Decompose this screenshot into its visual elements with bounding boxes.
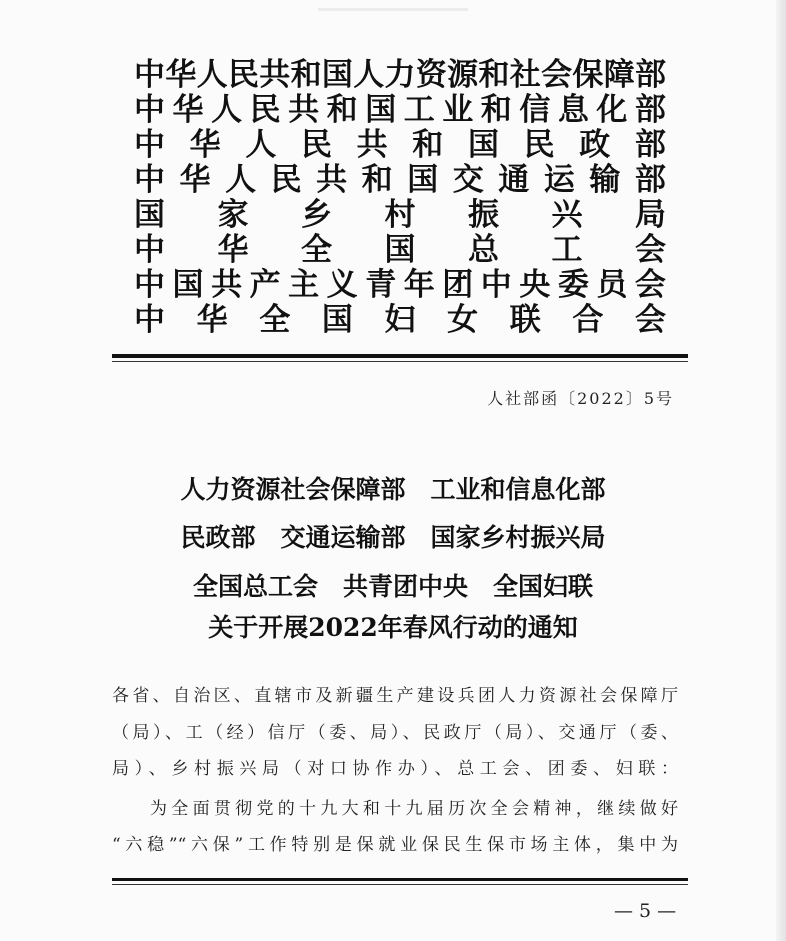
issuer-char: 华 — [165, 57, 197, 93]
issuer-char: 合 — [572, 302, 604, 338]
issuer-char: 华 — [179, 162, 211, 198]
issuer-char: 和 — [478, 57, 510, 93]
body-text-line: “六稳”“六保”工作特别是保就业保民生保市场主体，集中为 — [112, 835, 678, 855]
issuer-char: 部 — [634, 127, 666, 163]
issuer-char: 民 — [523, 127, 555, 163]
issuer-line — [134, 93, 666, 128]
issuer-char: 和 — [361, 162, 393, 198]
issuer-char: 国 — [365, 92, 397, 128]
issuer-char: 政 — [579, 127, 611, 163]
issuer-char: 国 — [134, 197, 165, 233]
issuer-char: 会 — [541, 57, 573, 93]
body-text-line: 局）、乡村振兴局（对口协作办）、总工会、团委、妇联： — [112, 759, 678, 779]
issuer-char: 央 — [519, 267, 551, 303]
issuer-char: 保 — [572, 57, 604, 93]
issuer-char: 女 — [447, 302, 479, 338]
issuer-char: 部 — [634, 92, 666, 128]
issuer-char: 联 — [509, 302, 541, 338]
issuer-char: 国 — [467, 127, 499, 163]
issuer-line — [134, 128, 666, 163]
issuer-char: 中 — [134, 162, 165, 198]
issuer-char: 通 — [498, 162, 530, 198]
body-text-line: 各省、自治区、直辖市及新疆生产建设兵团人力资源社会保障厅 — [112, 686, 678, 706]
issuer-char: 源 — [447, 57, 479, 93]
issuer-char: 人 — [353, 57, 385, 93]
issuer-char: 业 — [442, 92, 474, 128]
issuer-char: 中 — [134, 127, 165, 163]
header-divider-thick — [112, 354, 688, 358]
issuer-char: 共 — [356, 127, 388, 163]
body-text-line: 为全面贯彻党的十九大和十九届历次全会精神，继续做好 — [150, 799, 678, 819]
issuer-char: 兴 — [551, 197, 583, 233]
issuer-char: 信 — [519, 92, 551, 128]
issuer-char: 部 — [635, 57, 666, 93]
issuer-char: 资 — [415, 57, 447, 93]
issuer-char: 中 — [134, 92, 165, 128]
document-number: 人社部函〔2022〕5号 — [487, 389, 674, 408]
issuer-char: 局 — [635, 197, 666, 233]
issuer-char: 妇 — [384, 302, 416, 338]
issuer-char: 团 — [442, 267, 474, 303]
issuer-char: 和 — [290, 57, 322, 93]
issuer-line — [134, 198, 666, 233]
issuer-char: 人 — [245, 127, 277, 163]
issuer-char: 中 — [134, 267, 165, 303]
issuer-char: 国 — [384, 232, 416, 268]
issuer-char: 国 — [321, 57, 353, 93]
issuer-char: 工 — [403, 92, 435, 128]
issuer-char: 中 — [134, 302, 165, 338]
issuer-char: 和 — [480, 92, 512, 128]
issuer-char: 民 — [227, 57, 259, 93]
issuer-char: 会 — [634, 267, 666, 303]
issuer-char: 共 — [316, 162, 348, 198]
issuer-char: 和 — [326, 92, 358, 128]
issuer-char: 振 — [468, 197, 499, 233]
issuer-char: 青 — [365, 267, 397, 303]
issuer-char: 会 — [635, 232, 666, 268]
issuer-char: 中 — [134, 57, 165, 93]
scan-artifact — [318, 8, 468, 11]
issuer-char: 障 — [603, 57, 635, 93]
issuer-char: 民 — [249, 92, 281, 128]
issuer-char: 和 — [412, 127, 444, 163]
issuer-line — [134, 268, 666, 303]
page-number: — 5 — — [614, 900, 677, 922]
issuer-char: 义 — [326, 267, 358, 303]
issuer-char: 部 — [634, 162, 666, 198]
issuer-char: 华 — [189, 127, 221, 163]
issuer-char: 输 — [589, 162, 621, 198]
issuer-char: 华 — [217, 232, 249, 268]
issuer-char: 工 — [551, 232, 583, 268]
issuer-char: 乡 — [301, 197, 332, 233]
issuer-char: 年 — [403, 267, 435, 303]
issuer-char: 委 — [557, 267, 589, 303]
issuer-char: 国 — [407, 162, 439, 198]
issuer-char: 全 — [301, 232, 332, 268]
issuer-line — [134, 163, 666, 198]
title-line-4: 关于开展2022年春风行动的通知 — [208, 613, 578, 642]
issuer-char: 中 — [134, 232, 165, 268]
issuer-char: 息 — [557, 92, 589, 128]
body-text-line: （局）、工（经）信厅（委、局）、民政厅（局）、交通厅（委、 — [112, 723, 678, 743]
issuer-char: 产 — [249, 267, 281, 303]
issuer-char: 社 — [509, 57, 541, 93]
issuer-char: 共 — [288, 92, 320, 128]
issuer-char: 全 — [259, 302, 291, 338]
issuer-char: 共 — [211, 267, 243, 303]
title-line-3: 全国总工会 共青团中央 全国妇联 — [192, 572, 593, 601]
issuer-char: 华 — [172, 92, 204, 128]
title-line-2: 民政部 交通运输部 国家乡村振兴局 — [180, 523, 606, 552]
issuer-char: 总 — [468, 232, 499, 268]
issuer-char: 国 — [321, 302, 353, 338]
issuer-char: 主 — [288, 267, 320, 303]
footer-divider-thick — [112, 878, 688, 881]
issuer-line — [134, 233, 666, 268]
issuer-line — [134, 303, 666, 338]
issuer-char: 中 — [480, 267, 512, 303]
issuing-agencies-block — [134, 58, 666, 338]
issuer-char: 民 — [300, 127, 332, 163]
issuer-char: 民 — [270, 162, 302, 198]
issuer-char: 交 — [452, 162, 484, 198]
issuer-char: 家 — [217, 197, 249, 233]
title-line-1: 人力资源社会保障部 工业和信息化部 — [180, 475, 606, 504]
issuer-char: 人 — [225, 162, 257, 198]
header-divider-thin — [112, 361, 688, 362]
issuer-char: 运 — [543, 162, 575, 198]
issuer-char: 村 — [384, 197, 416, 233]
issuer-char: 化 — [596, 92, 628, 128]
issuer-char: 员 — [596, 267, 628, 303]
issuer-char: 力 — [384, 57, 416, 93]
issuer-char: 华 — [196, 302, 228, 338]
issuer-char: 人 — [196, 57, 228, 93]
footer-divider-thin — [112, 884, 688, 885]
issuer-char: 人 — [211, 92, 243, 128]
issuer-char: 共 — [259, 57, 291, 93]
issuer-char: 会 — [635, 302, 666, 338]
issuer-line — [134, 58, 666, 93]
issuer-char: 国 — [172, 267, 204, 303]
